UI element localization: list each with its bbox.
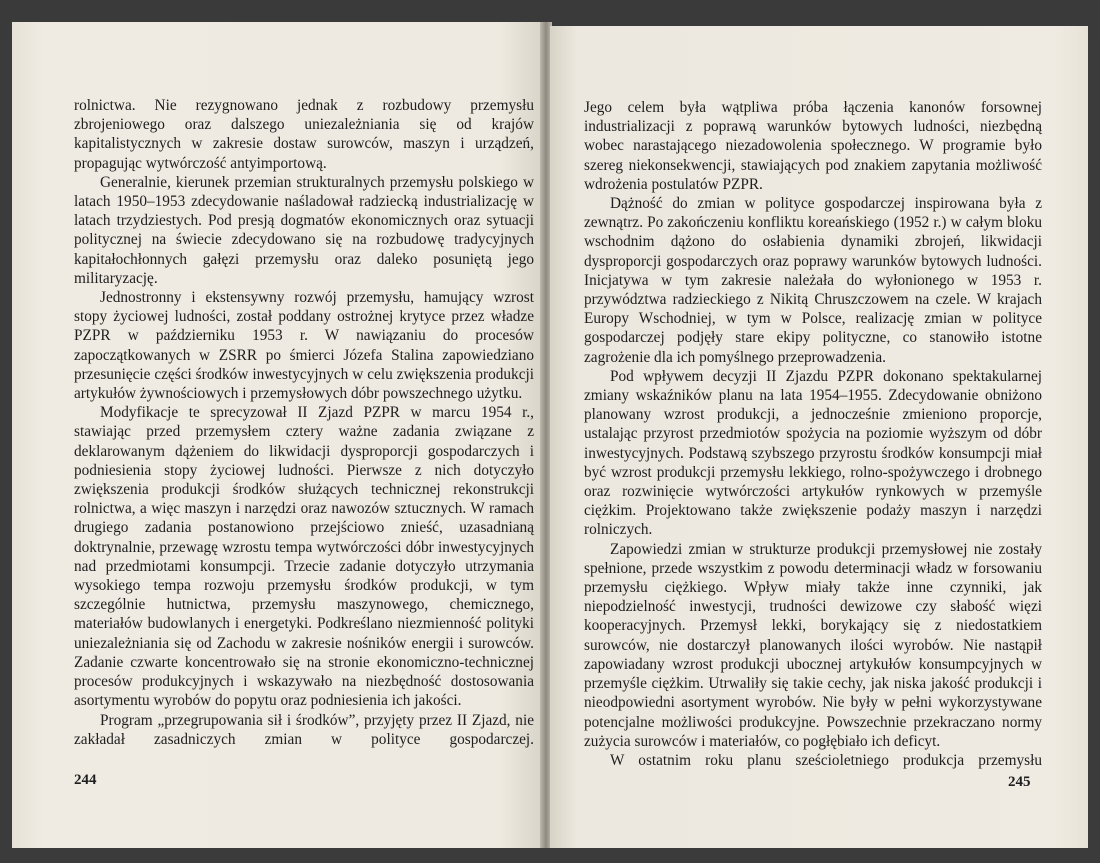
paragraph: Pod wpływem decyzji II Zjazdu PZPR dokonano spektakularnej zmiany wskaźników planu na lata 1954–1955. Zdecydowanie obniżono planowany wzrost produkcji, a jednocześnie zmieniono proporcje, ustalając przyrost przedmiotów spożycia na poziomie wyższym od dóbr inwestycyjnych. Podstawą szybszego przyrostu środków konsumpcji miał być wzrost produkcji przemysłu lekkiego, rolno-spożywczego i drobnego oraz rozwinięcie wytwórczości artykułów rynkowych w przemyśle ciężkim. Projektowano także zwiększenie podaży maszyn i narzędzi rolniczych. xyxy=(584,367,1042,539)
right-page xyxy=(550,26,1088,848)
paragraph: Modyfikacje te sprecyzował II Zjazd PZPR w marcu 1954 r., stawiając przed przemysłem cztery ważne zadania związane z deklarowanym dążeniem do likwidacji dysproporcji gospodarczych i podniesienia stopy życiowej ludności. Pierwsze z nich dotyczyło zwiększenia produkcji środków służących technicznej rekonstrukcji rolnictwa, a więc maszyn i narzędzi oraz nawozów sztucznych. W ramach drugiego zadania postanowiono przejściowo znieść, uzasadnianą doktrynalnie, przewagę wzrostu tempa wytwórczości dóbr inwestycyjnych nad przedmiotami konsumpcji. Trzecie zadanie dotyczyło utrzymania wysokiego tempa rozwoju przemysłu środków produkcji, w tym szczególnie hutnictwa, przemysłu maszynowego, chemicznego, materiałów budowlanych i energetyki. Podkreślano niezmienność polityki uniezależniania się od Zachodu w zakresie nośników energii i surowców. Zadanie czwarte koncentrowało się na stronie ekonomiczno-technicznej procesów produkcyjnych i wskazywało na niezbędność dostosowania asortymentu wyrobów do popytu oraz podniesienia ich jakości. xyxy=(74,404,534,710)
paragraph: W ostatnim roku planu sześcioletniego produkcja przemysłu xyxy=(610,751,1042,769)
paragraph: rolnictwa. Nie rezygnowano jednak z rozbudowy przemysłu zbrojeniowego oraz dalszego uniezależniania się od krajów kapitalistycznych w zakresie dostaw surowców, maszyn i urządzeń, propagując wytwórczość antyimportową. xyxy=(74,97,534,172)
paragraph: Jego celem była wątpliwa próba łączenia kanonów forsownej industrializacji z poprawą warunków bytowych ludności, niezbędną wobec narastającego niezadowolenia społecznego. W programie było szereg niekonsekwencji, stawiających pod znakiem zapytania możliwość wdrożenia postulatów PZPR. xyxy=(584,99,1042,193)
right-page-text xyxy=(584,98,1042,770)
page-number: 244 xyxy=(74,772,97,788)
paragraph: Program „przegrupowania sił i środków”, przyjęty przez II Zjazd, nie zakładał zasadniczych zmian w polityce gospodarczej. xyxy=(74,711,534,748)
paragraph: Zapowiedzi zmian w strukturze produkcji przemysłowej nie zostały spełnione, przede wszystkim z powodu determinacji władz w forsowaniu przemysłu ciężkiego. Wpływ miały także inne czynniki, jak niepodzielność inwestycji, trudności dewizowe czy słabość więzi kooperacyjnych. Przemysł lekki, borykający się z niedostatkiem surowców, nie dostarczył planowanych ilości wyrobów. Nie nastąpił zapowiadany wzrost produkcji ubocznej artykułów konsumpcyjnych w przemyśle ciężkim. Utrwaliły się takie cechy, jak niska jakość produkcji i nieodpowiedni asortyment wyrobów. Nie były w pełni wykorzystywane potencjalne możliwości produkcyjne. Powszechnie przekraczano normy zużycia surowców i materiałów, co pogłębiało ich deficyt. xyxy=(584,540,1042,750)
left-page xyxy=(12,22,542,848)
paragraph: Generalnie, kierunek przemian strukturalnych przemysłu polskiego w latach 1950–1953 zdecydowanie naśladował radziecką industrializację w latach trzydziestych. Pod presją dogmatów ekonomicznych oraz sytuacji politycznej na świecie zdecydowano się na rozbudowę tradycyjnych kapitałochłonnych gałęzi przemysłu oraz daleko posuniętą jego militaryzację. xyxy=(74,173,534,287)
left-page-text xyxy=(74,96,534,749)
paragraph: Jednostronny i ekstensywny rozwój przemysłu, hamujący wzrost stopy życiowej ludności, został poddany ostrożnej krytyce przez władze PZPR w październiku 1953 r. W nawiązaniu do procesów zapoczątkowanych w ZSRR po śmierci Józefa Stalina zapowiedziano przesunięcie części środków inwestycyjnych w celu zwiększenia produkcji artykułów żywnościowych i przemysłowych dóbr powszechnego użytku. xyxy=(74,289,534,403)
page-number: 245 xyxy=(1008,774,1031,790)
paragraph: Dążność do zmian w polityce gospodarczej inspirowana była z zewnątrz. Po zakończeniu konfliktu koreańskiego (1952 r.) w całym bloku wschodnim dążono do osłabienia dynamiki zbrojeń, likwidacji dysproporcji gospodarczych oraz poprawy warunków bytowych ludności. Inicjatywa w tym zakresie należała do wyłonionego w 1953 r. przywództwa radzieckiego z Nikitą Chruszczowem na czele. W krajach Europy Wschodniej, w tym w Polsce, realizację zmian w polityce gospodarczej podjęły stare ekipy polityczne, co stanowiło istotne zagrożenie dla ich pomyślnego przeprowadzenia. xyxy=(584,195,1042,366)
